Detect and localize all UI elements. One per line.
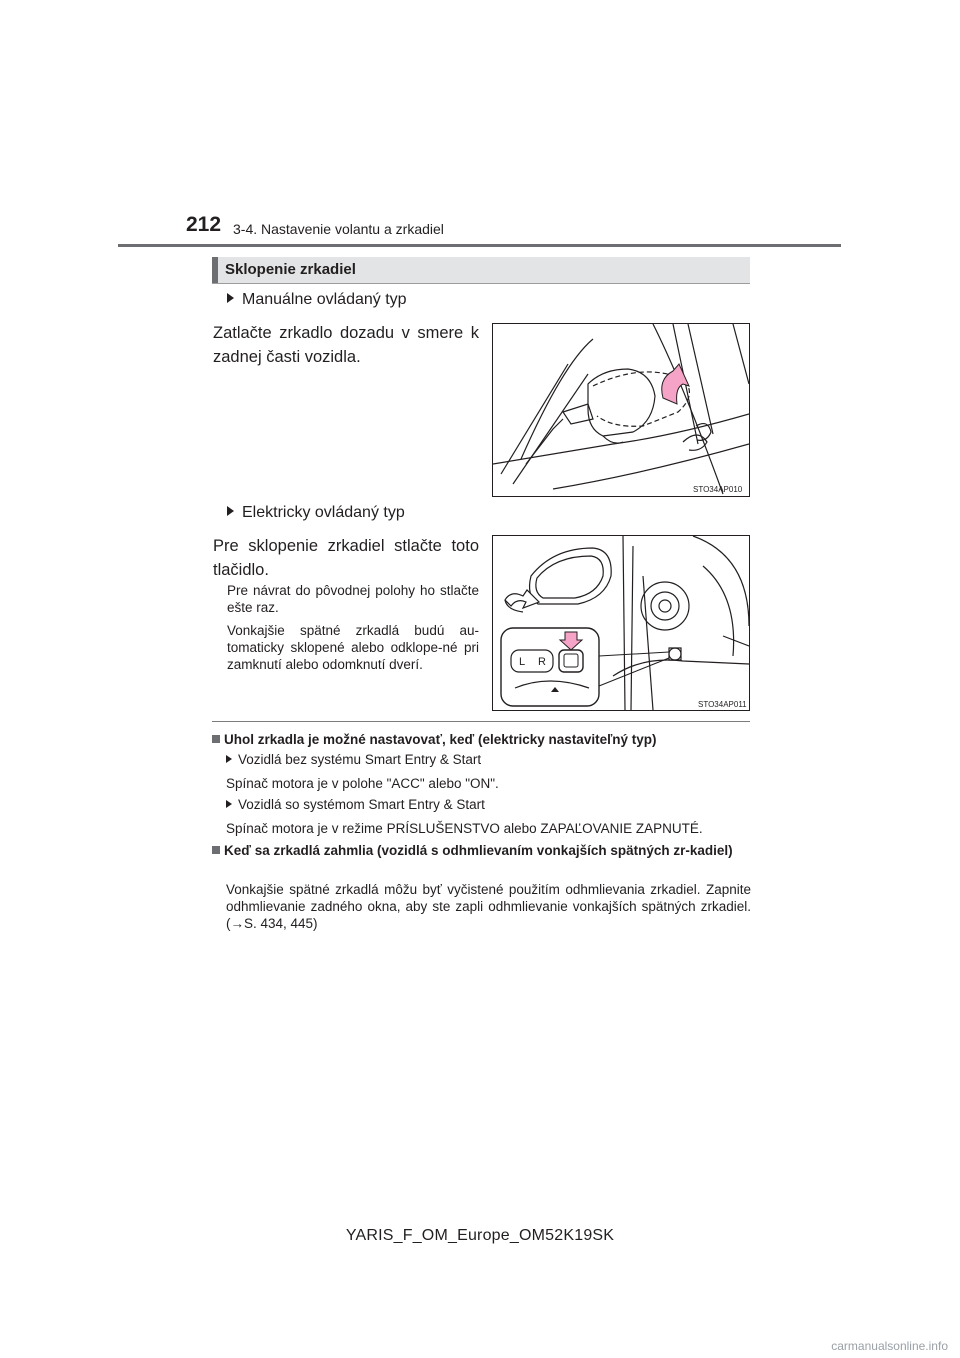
triangle-bullet-icon	[226, 755, 232, 763]
footer-doc-id: YARIS_F_OM_Europe_OM52K19SK	[345, 1227, 615, 1244]
info-text-smart: Spínač motora je v režime PRÍSLUŠENSTVO alebo ZAPAĽOVANIE ZAPNUTÉ.	[226, 821, 703, 836]
info-heading-angle-text: Uhol zrkadla je možné nastavovať, keď (elektricky nastaviteľný typ)	[224, 732, 657, 747]
square-bullet-icon	[212, 846, 220, 854]
page-number: 212	[186, 213, 222, 236]
info-text-no-smart: Spínač motora je v polohe "ACC" alebo "ON".	[226, 776, 499, 791]
electric-type-heading	[227, 504, 405, 522]
info-bullet-smart-text: Vozidlá so systémom Smart Entry & Start	[238, 797, 485, 812]
info-heading-angle	[212, 731, 747, 748]
info-text-defog: Vonkajšie spätné zrkadlá môžu byť vyčistené použitím odhmlievania zrkadiel. Zapnite odhmlievanie zadného okna, aby ste zapli odhmlievanie vonkajších spätných zrkadiel. (→S. 434, 445)	[226, 882, 751, 931]
electric-type-label: Elektricky ovládaný typ	[242, 504, 405, 521]
triangle-bullet-icon	[227, 506, 234, 516]
electric-switch-illustration	[493, 536, 749, 710]
section-header	[212, 257, 750, 284]
info-bullet-no-smart	[226, 752, 481, 767]
switch-label-left: L	[519, 656, 526, 668]
figure-electric-switch	[492, 535, 750, 711]
triangle-bullet-icon	[227, 293, 234, 303]
figure-code-electric: STO34AP011	[698, 700, 747, 709]
manual-mirror-illustration	[493, 324, 749, 496]
figure-code-manual: STO34AP010	[693, 485, 743, 494]
info-heading-defog-text: Keď sa zrkadlá zahmlia (vozidlá s odhmlievaním vonkajších spätných zr-kadiel)	[224, 843, 733, 858]
watermark: carmanualsonline.info	[831, 1339, 948, 1353]
info-heading-defog	[212, 842, 747, 859]
header-rule	[118, 244, 841, 247]
mirror-fold-icon	[662, 364, 689, 404]
switch-label-right: R	[538, 656, 546, 668]
info-bullet-no-smart-text: Vozidlá bez systému Smart Entry & Start	[238, 752, 482, 767]
chapter-title: 3-4. Nastavenie volantu a zrkadiel	[233, 221, 444, 237]
electric-note-auto: Vonkajšie spätné zrkadlá budú au-tomaticky sklopené alebo odklope-né pri zamknutí alebo odomknutí dverí.	[227, 623, 479, 672]
section-divider	[212, 721, 750, 722]
triangle-bullet-icon	[226, 800, 232, 808]
figure-manual-mirror	[492, 323, 750, 497]
section-title: Sklopenie zrkadiel	[225, 261, 356, 278]
electric-note-return: Pre návrat do pôvodnej polohy ho stlačte ešte raz.	[227, 583, 479, 615]
manual-type-text: Zatlačte zrkadlo dozadu v smere k zadnej časti vozidla.	[213, 324, 479, 366]
square-bullet-icon	[212, 735, 220, 743]
manual-type-label: Manuálne ovládaný typ	[242, 291, 407, 308]
section-marker	[212, 257, 218, 283]
manual-type-heading	[227, 291, 407, 309]
info-bullet-smart	[226, 797, 485, 812]
electric-type-text: Pre sklopenie zrkadiel stlačte toto tlačidlo.	[213, 537, 479, 579]
